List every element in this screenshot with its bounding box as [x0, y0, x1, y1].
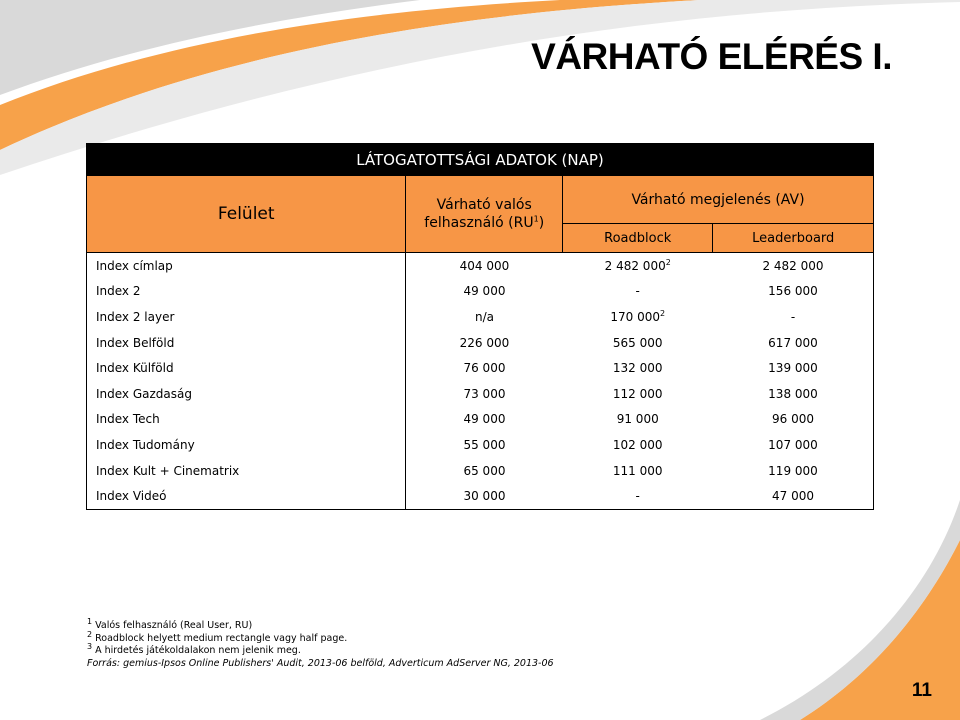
row-roadblock: 112 000	[612, 386, 663, 401]
row-name: Index Kult + Cinematrix	[87, 458, 406, 484]
table-row	[87, 458, 874, 484]
row-roadblock: 2 482 $000^2$	[604, 257, 671, 273]
source-note: Forrás: gemius-Ipsos Online Publishers' Audit, 2013-06 belföld, Adverticum AdServer NG, 2013-06	[87, 657, 554, 669]
row-name: Index Videó	[87, 483, 406, 509]
row-leaderboard: 2 482 000	[713, 253, 874, 279]
row-roadblock: 111 000	[612, 463, 663, 478]
row-name: Index 2 layer	[87, 304, 406, 330]
row-roadblock: 102 000	[612, 437, 663, 452]
row-name: Index Gazdaság	[87, 381, 406, 407]
table-row	[87, 407, 874, 433]
row-ru: 65 000	[406, 458, 563, 484]
row-roadblock: -	[562, 483, 712, 509]
table-row	[87, 355, 874, 381]
page-title: VÁRHATÓ ELÉRÉS I.	[531, 36, 892, 77]
footnote-1: $^1$ Valós felhasználó (Real User, RU)	[87, 616, 253, 631]
table-row	[87, 304, 874, 330]
footnote-3: $^3$ A hirdetés játékoldalakon nem jelenik meg.	[87, 641, 301, 656]
row-leaderboard: 96 000	[713, 407, 874, 433]
page-number: 11	[911, 680, 932, 701]
row-roadblock: -	[635, 284, 640, 299]
reach-table	[86, 143, 874, 510]
row-name: Index címlap	[87, 253, 406, 279]
table-row	[87, 253, 874, 279]
col-roadblock-header: Roadblock	[562, 224, 712, 253]
table-row	[87, 483, 874, 509]
row-leaderboard: -	[713, 304, 874, 330]
row-roadblock: 170 $000^2$	[610, 308, 666, 324]
row-ru: 49 000	[406, 279, 563, 305]
row-roadblock: 132 000	[612, 361, 663, 376]
table-row	[87, 330, 874, 356]
col-av-header: Várható megjelenés (AV)	[562, 176, 873, 224]
row-ru: n/a	[406, 304, 563, 330]
table-row	[87, 279, 874, 305]
row-ru: 55 000	[406, 432, 563, 458]
row-ru: 76 000	[406, 355, 563, 381]
row-leaderboard: 156 000	[713, 279, 874, 305]
row-leaderboard: 139 000	[713, 355, 874, 381]
row-leaderboard: 47 000	[713, 483, 874, 509]
row-ru: 404 000	[406, 253, 563, 279]
table-row	[87, 381, 874, 407]
row-ru: 49 000	[406, 407, 563, 433]
row-leaderboard: 107 000	[713, 432, 874, 458]
row-leaderboard: 617 000	[713, 330, 874, 356]
row-ru: 73 000	[406, 381, 563, 407]
col-ru-header: Várható valós felhasználó $(RU^1)$	[406, 176, 563, 253]
row-name: Index Belföld	[87, 330, 406, 356]
row-roadblock: 91 000	[616, 412, 659, 427]
table-row	[87, 432, 874, 458]
row-name: Index Tech	[87, 407, 406, 433]
footnotes	[87, 616, 554, 670]
col-leaderboard-header: Leaderboard	[713, 224, 874, 253]
row-name: Index Külföld	[87, 355, 406, 381]
footnote-2: $^2$ Roadblock helyett medium rectangle vagy half page.	[87, 629, 348, 644]
table-caption: LÁTOGATOTTSÁGI ADATOK (NAP)	[87, 144, 874, 176]
row-name: Index 2	[87, 279, 406, 305]
row-roadblock: 565 000	[612, 335, 663, 350]
row-name: Index Tudomány	[87, 432, 406, 458]
row-leaderboard: 138 000	[713, 381, 874, 407]
col-surface-header: Felület	[87, 176, 406, 253]
row-ru: 226 000	[406, 330, 563, 356]
row-leaderboard: 119 000	[713, 458, 874, 484]
row-ru: 30 000	[406, 483, 563, 509]
